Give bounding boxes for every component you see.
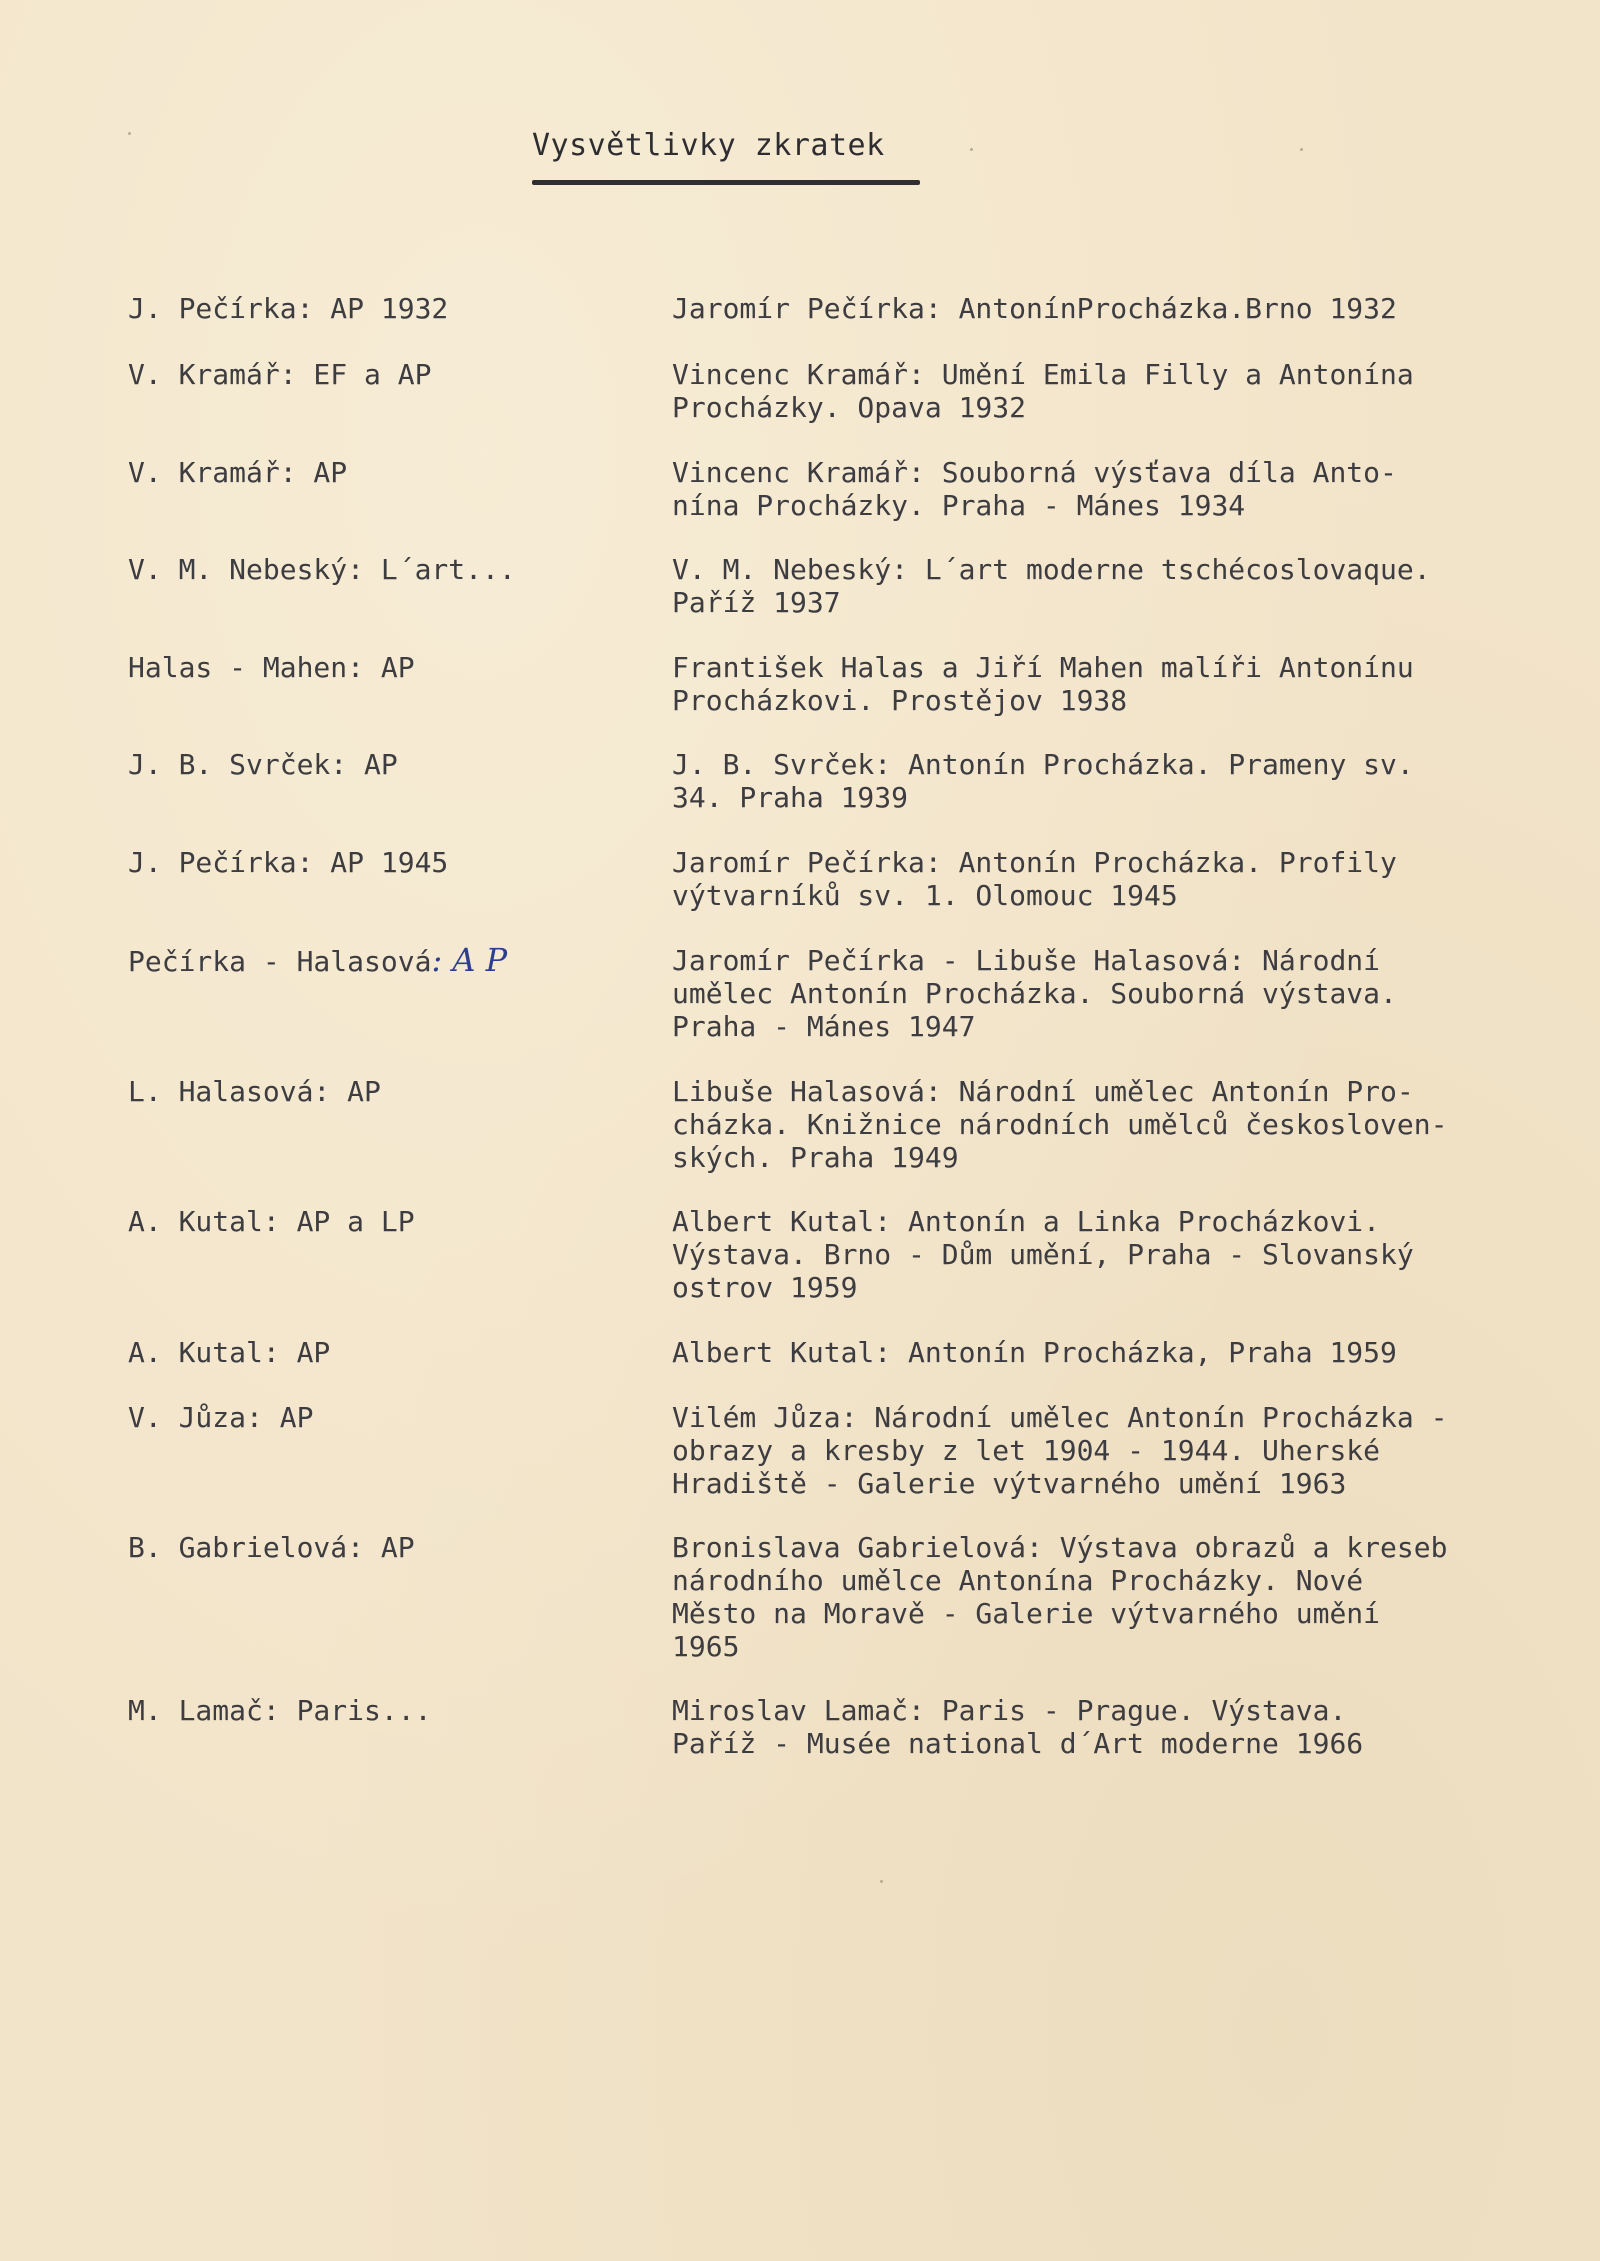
- explanation-line: Albert Kutal: Antonín Procházka, Praha 1959: [672, 1336, 1397, 1369]
- abbreviation-explanation: [672, 456, 1592, 522]
- handwritten-annotation: : A P: [431, 941, 508, 979]
- explanation-line: národního umělce Antonína Procházky. Nové: [672, 1564, 1364, 1597]
- explanation-line: 1965: [672, 1630, 740, 1663]
- abbreviation-text: V. Kramář: AP: [128, 456, 348, 489]
- abbreviation-term: [128, 846, 448, 879]
- explanation-line: Albert Kutal: Antonín a Linka Procházkovi.: [672, 1205, 1381, 1238]
- abbreviation-explanation: [672, 553, 1592, 619]
- explanation-line: František Halas a Jiří Mahen malíři Antonínu: [672, 651, 1414, 684]
- abbreviation-term: [128, 456, 347, 489]
- abbreviation-text: A. Kutal: AP: [128, 1336, 331, 1369]
- explanation-line: Jaromír Pečírka: Antonín Procházka. Profily: [672, 846, 1397, 879]
- explanation-line: Vincenc Kramář: Umění Emila Filly a Antonína: [672, 358, 1414, 391]
- explanation-line: 34. Praha 1939: [672, 781, 909, 814]
- abbreviation-term: [128, 358, 431, 391]
- explanation-line: Procházky. Opava 1932: [672, 391, 1027, 424]
- abbreviation-explanation: [672, 1205, 1592, 1304]
- explanation-line: Paříž - Musée national d´Art moderne 1966: [672, 1727, 1364, 1760]
- explanation-line: V. M. Nebeský: L´art moderne tschécoslovaque.: [672, 553, 1431, 586]
- explanation-line: výtvarníků sv. 1. Olomouc 1945: [672, 879, 1178, 912]
- explanation-line: Procházkovi. Prostějov 1938: [672, 684, 1128, 717]
- abbreviation-text: J. Pečírka: AP 1932: [128, 292, 449, 325]
- explanation-line: Miroslav Lamač: Paris - Prague. Výstava.: [672, 1694, 1347, 1727]
- abbreviation-term: [128, 553, 516, 586]
- explanation-line: umělec Antonín Procházka. Souborná výstava.: [672, 977, 1397, 1010]
- abbreviation-text: B. Gabrielová: AP: [128, 1531, 415, 1564]
- explanation-line: ostrov 1959: [672, 1271, 858, 1304]
- abbreviation-explanation: [672, 748, 1592, 814]
- abbreviation-explanation: [672, 358, 1592, 424]
- abbreviation-explanation: [672, 1401, 1592, 1500]
- abbreviation-text: A. Kutal: AP a LP: [128, 1205, 415, 1238]
- paper-speck: [128, 132, 131, 135]
- abbreviation-term: [128, 1531, 415, 1564]
- title-underline: [532, 180, 920, 185]
- abbreviation-term: [128, 292, 448, 325]
- abbreviation-term: [128, 1336, 330, 1369]
- abbreviation-term: [128, 1075, 381, 1108]
- abbreviation-explanation: [672, 651, 1592, 717]
- abbreviation-term: [128, 748, 398, 781]
- abbreviation-text: Halas - Mahen: AP: [128, 651, 415, 684]
- abbreviation-text: J. B. Svrček: AP: [128, 748, 398, 781]
- abbreviation-term: [128, 1205, 415, 1238]
- explanation-line: J. B. Svrček: Antonín Procházka. Prameny sv.: [672, 748, 1414, 781]
- explanation-line: ských. Praha 1949: [672, 1141, 959, 1174]
- explanation-line: Výstava. Brno - Dům umění, Praha - Slovanský: [672, 1238, 1414, 1271]
- abbreviation-explanation: [672, 1336, 1592, 1369]
- paper-speck: [1300, 148, 1303, 151]
- paper-speck: [970, 148, 973, 151]
- abbreviation-explanation: [672, 292, 1592, 325]
- abbreviation-explanation: [672, 846, 1592, 912]
- abbreviation-text: M. Lamač: Paris...: [128, 1694, 432, 1727]
- page-title: Vysvětlivky zkratek: [532, 128, 885, 163]
- abbreviation-text: V. Kramář: EF a AP: [128, 358, 432, 391]
- abbreviation-term: [128, 941, 508, 979]
- abbreviation-text: Pečírka - Halasová: [128, 945, 432, 978]
- abbreviation-text: L. Halasová: AP: [128, 1075, 381, 1108]
- abbreviation-text: V. M. Nebeský: L´art...: [128, 553, 516, 586]
- abbreviation-term: [128, 1694, 431, 1727]
- explanation-line: nína Procházky. Praha - Mánes 1934: [672, 489, 1246, 522]
- explanation-line: Libuše Halasová: Národní umělec Antonín Pro-: [672, 1075, 1414, 1108]
- explanation-line: obrazy a kresby z let 1904 - 1944. Uherské: [672, 1434, 1381, 1467]
- explanation-line: Praha - Mánes 1947: [672, 1010, 976, 1043]
- explanation-line: Hradiště - Galerie výtvarného umění 1963: [672, 1467, 1347, 1500]
- abbreviation-text: V. Jůza: AP: [128, 1401, 314, 1434]
- explanation-line: Jaromír Pečírka: AntonínProcházka.Brno 1932: [672, 292, 1397, 325]
- explanation-line: cházka. Knižnice národních umělců českosloven-: [672, 1108, 1448, 1141]
- explanation-line: Město na Moravě - Galerie výtvarného umění: [672, 1597, 1381, 1630]
- explanation-line: Vincenc Kramář: Souborná výsťava díla Anto-: [672, 456, 1397, 489]
- abbreviation-text: J. Pečírka: AP 1945: [128, 846, 449, 879]
- abbreviation-explanation: [672, 1075, 1592, 1174]
- abbreviation-explanation: [672, 944, 1592, 1043]
- explanation-line: Jaromír Pečírka - Libuše Halasová: Národní: [672, 944, 1381, 977]
- abbreviation-explanation: [672, 1531, 1592, 1663]
- explanation-line: Paříž 1937: [672, 586, 841, 619]
- abbreviation-explanation: [672, 1694, 1592, 1760]
- abbreviation-term: [128, 651, 415, 684]
- abbreviation-term: [128, 1401, 313, 1434]
- explanation-line: Bronislava Gabrielová: Výstava obrazů a kreseb: [672, 1531, 1448, 1564]
- paper-speck: [880, 1880, 883, 1883]
- explanation-line: Vilém Jůza: Národní umělec Antonín Procházka -: [672, 1401, 1448, 1434]
